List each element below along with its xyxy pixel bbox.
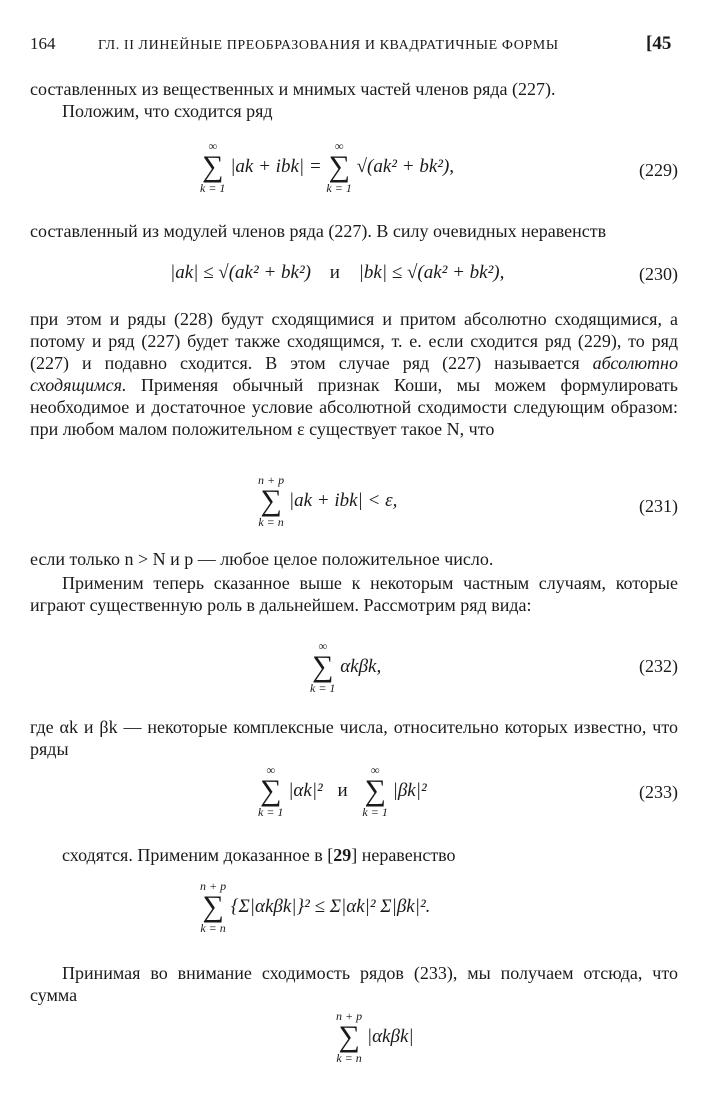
sum-symbol: n + p ∑ k = n xyxy=(258,473,285,529)
equation-number: (232) xyxy=(639,656,678,676)
eq229-rhs: √(ak² + bk²), xyxy=(356,156,455,177)
sum-symbol: n + p ∑ k = n xyxy=(200,879,227,935)
equation-229 xyxy=(30,140,678,200)
equation-number: (233) xyxy=(639,782,678,802)
chapter-title: ГЛ. II ЛИНЕЙНЫЕ ПРЕОБРАЗОВАНИЯ И КВАДРАТИЧНЫЕ ФОРМЫ xyxy=(98,38,559,53)
sum-symbol: n + p ∑ k = n xyxy=(336,1009,363,1065)
sum-symbol: ∞ ∑ k = 1 xyxy=(326,139,352,195)
eq230-conj: и xyxy=(329,262,340,283)
paragraph-9: Принимая во внимание сходимость рядов (233), мы получаем отсюда, что сумма xyxy=(30,963,678,1005)
equation-232 xyxy=(30,640,678,698)
equation-last xyxy=(30,1010,678,1070)
sum-symbol: ∞ ∑ k = 1 xyxy=(200,139,226,195)
equation-230 xyxy=(30,262,678,290)
paragraph-8: сходятся. Применим доказанное в [29] неравенство xyxy=(62,845,456,865)
paragraph-7: где αk и βk — некоторые комплексные числа, относительно которых известно, что ряды xyxy=(30,717,678,759)
paragraph-4: при этом и ряды (228) будут сходящимися и притом абсолютно сходящимися, а потому и ряд (227) будет также сходящимся, т. е. если сходится ряд (229), то ряд (227) и подавно сходится. В этом случае ряд (227) называется абсолютно сходящимся. Применяя обычный признак Коши, мы можем формулировать необходимое и достаточное условие абсолютной сходимости следующим образом: при любом малом положительном ε существует такое N, что xyxy=(30,309,678,439)
paragraph-5: если только n > N и p — любое целое положительное число. xyxy=(30,549,494,569)
eq229-lhs: |ak + ibk| = xyxy=(230,156,322,177)
last-body: |αkβk| xyxy=(366,1026,414,1047)
inequality-body: {Σ|αkβk|}² ≤ Σ|αk|² Σ|βk|². xyxy=(230,896,431,917)
eq233-right: |βk|² xyxy=(392,780,427,801)
paragraph-1: составленных из вещественных и мнимых частей членов ряда (227). xyxy=(30,79,556,99)
equation-231 xyxy=(30,474,678,536)
sum-symbol: ∞ ∑ k = 1 xyxy=(258,763,284,819)
sum-symbol: ∞ ∑ k = 1 xyxy=(362,763,388,819)
paragraph-3: составленный из модулей членов ряда (227). В силу очевидных неравенств xyxy=(30,221,607,241)
sum-symbol: ∞ ∑ k = 1 xyxy=(310,639,336,695)
section-number: [45 xyxy=(646,33,672,54)
reference-link: 29 xyxy=(333,845,352,865)
equation-233 xyxy=(30,764,678,822)
eq230-left: |ak| ≤ √(ak² + bk²) xyxy=(170,262,311,283)
paragraph-2: Положим, что сходится ряд xyxy=(62,101,273,121)
equation-number: (230) xyxy=(639,264,678,284)
eq232-body: αkβk, xyxy=(340,656,382,677)
eq233-conj: и xyxy=(337,780,348,801)
eq230-right: |bk| ≤ √(ak² + bk²), xyxy=(358,262,505,283)
page-number: 164 xyxy=(30,34,56,53)
emphasis: абсолютно сходящимся. xyxy=(30,353,678,395)
eq231-body: |ak + ibk| < ε, xyxy=(288,490,398,511)
equation-number: (229) xyxy=(639,160,678,180)
eq233-left: |αk|² xyxy=(288,780,323,801)
equation-number: (231) xyxy=(639,496,678,516)
equation-inequality xyxy=(30,880,678,942)
paragraph-6: Применим теперь сказанное выше к некоторым частным случаям, которые играют существенную роль в дальнейшем. Рассмотрим ряд вида: xyxy=(30,573,678,615)
